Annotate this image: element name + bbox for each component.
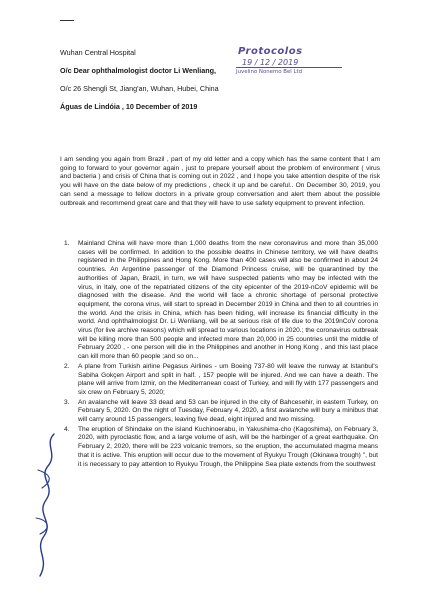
handwritten-signature: [24, 430, 68, 580]
list-item: [64, 362, 378, 398]
item-number: 4.: [64, 425, 70, 433]
stamp-title: Protocolos: [238, 46, 303, 57]
item-text: The eruption of Shindake on the island Kuchinoerabu, in Yakushima-cho (Kagoshima), on February 3, 2020, with pyroclastic flow, and a large volume of ash, will be the harbinger of a great earthquake. On February 2, 2020, there will be 223 volcanic tremors, so the eruption, the accumulated magma means that it is active. This eruption will occur due to the movement of Ryukyu Trough (Okinawa trough) ", but it is necessary to pay attention to Ryukyu Trough, the Philippine Sea plate extends from the southwest: [78, 425, 378, 468]
intro-text: I am sending you again from Brazil , part of my old letter and a copy which has the same content that I am going to forward to your governor again , just to prepare yourself about the problem of environment ( virus and bacteria ) and crisis of China that is coming out in 2022 , and I hope you take attention despite of the risk you will have on the date below of my predictions , check it up and be careful.. On December 30, 2019, you can send a message to fellow doctors in a private group conversation and alert them about the possible outbreak and recommend great care and that they will have to use safety equipment to prevent infection.: [60, 156, 380, 207]
place-date-line: Águas de Lindóia , 10 December of 2019: [60, 102, 198, 111]
corner-dash: [60, 20, 74, 21]
item-text: An avalanche will leave 33 dead and 53 can be injured in the city of Bahcesehir, in eastern Turkey, on February 5, 2020. On the night of Tuesday, February 4, 2020, a first avalanche will bury a minibus that will carry around 15 passengers, leaving five dead, eight injured and two missing.: [78, 398, 378, 424]
item-number: 2.: [64, 362, 70, 370]
stamp-office: Juvelino Nonemo Bel Ltd: [236, 69, 303, 75]
list-item: [64, 425, 378, 470]
stamp-date: 19 / 12 / 2019: [242, 58, 299, 67]
item-text: Mainland China will have more than 1,000 deaths from the new coronavirus and more than 35,000 cases will be confirmed. In addition to the possible deaths in Chinese territory, we will have deaths registered in the Philippines and Hong Kong. More than 400 cases will also be confirmed in about 24 countries. An Argentine passenger of the Diamond Princess cruise, will be quarantined by the authorities of Japan, Brazil, in turn, we will have suspected patients who may be infected with the virus, in Italy, one of the repatriated citizens of the city epicenter of the 2019-nCoV epidemic will be diagnosed with the disease. And the world will face a chronic shortage of personal protective equipment, the corona virus, will start to spread in December 2019 in China and then to all countries in the world. And the crisis in China, which has been hiding, will increase its financial difficulty in the world. And ophthalmologist Dr. Li Wenliang, will be at serious risk of life due to the 2019nCoV corona virus (for live archive reasons) which will spread to various locations in 2020.; the coronavirus outbreak will be killing more than 500 people and infected more than 20,000 in 25 countries until the middle of February 2020 , - one person will die in the Philippines and another in Hong Kong , and this last place can kill more than 60 people ;and so on...: [78, 240, 378, 361]
stamp-underline: [236, 67, 342, 68]
prediction-list: [64, 240, 378, 470]
item-number: 1.: [64, 240, 70, 247]
intro-paragraph: [60, 156, 380, 208]
list-item: [64, 398, 378, 425]
address-line: O/c 26 Shengli St, Jiang'an, Wuhan, Hubei, China: [60, 84, 219, 93]
recipient-line: O/c Dear ophthalmologist doctor Li Wenliang,: [60, 66, 217, 75]
hospital-line: Wuhan Central Hospital: [60, 48, 136, 57]
item-text: A plane from Turkish airline Pegasus Airlines - um Boeing 737-80 will leave the runway at Istanbul's Sabiha Gokçen Airport and split in half. , 157 people will be injured. And we can have a death. The plane will arrive from Izmir, on the Mediterranean coast of Turkey, and will fly with 177 passengers and six crew on February 5, 2020;: [78, 362, 378, 396]
item-number: 3.: [64, 398, 70, 406]
protocol-stamp: [234, 46, 346, 78]
list-item: [64, 240, 378, 362]
